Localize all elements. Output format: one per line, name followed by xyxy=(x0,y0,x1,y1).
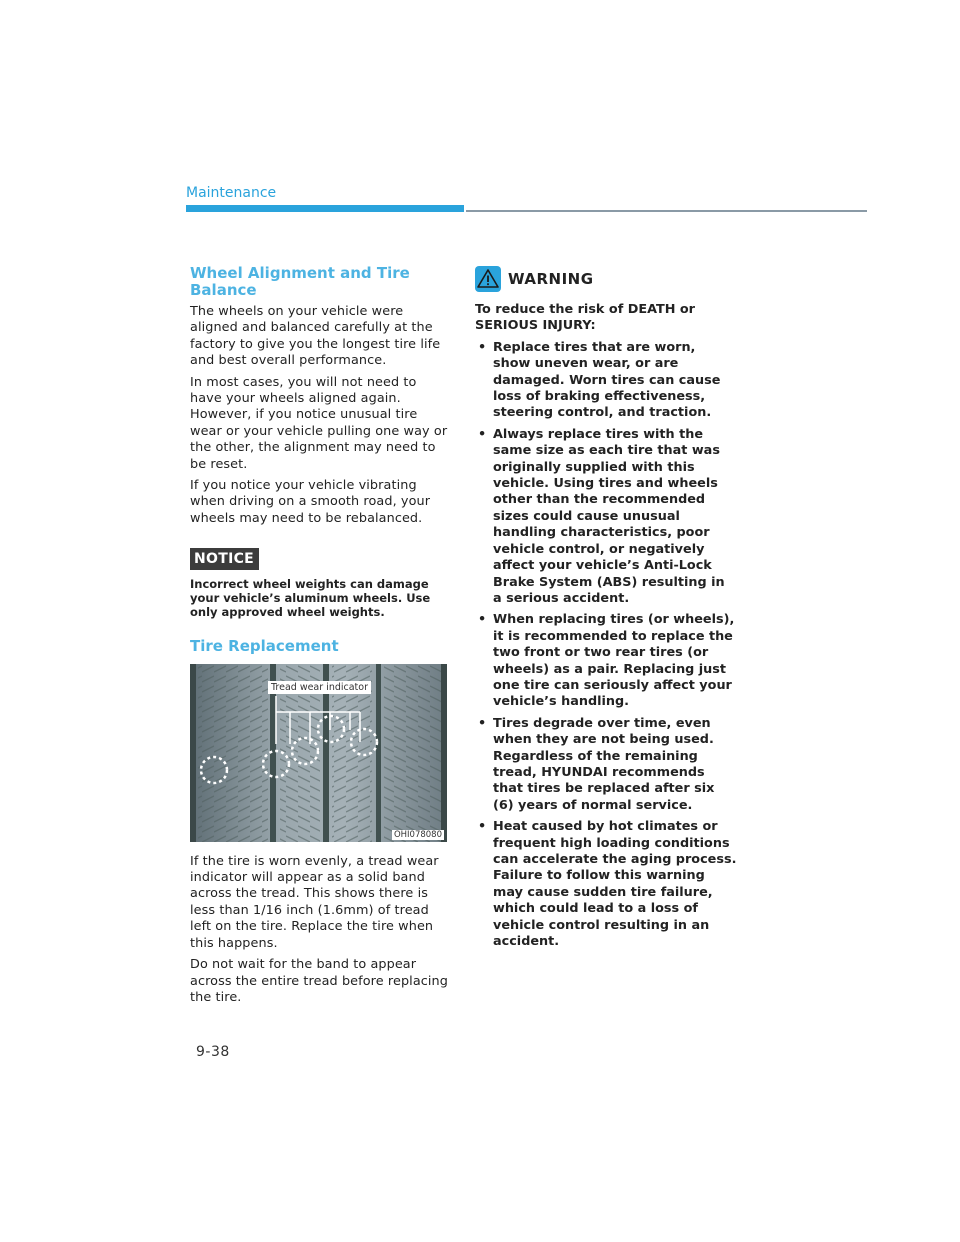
paragraph: In most cases, you will not need to have your wheels aligned again. However, if you notice unusual tire wear or your vehicle pulling one way or the other, the alignment may need to be reset. xyxy=(190,374,448,472)
figure-code: OHI078080 xyxy=(393,829,442,840)
section-title: Maintenance xyxy=(186,185,277,201)
warning-item-text: When replacing tires (or wheels), it is recommended to replace the two front or two rear tires (or wheels) as a pair. Replacing just one tire can seriously affect your vehicle’s handling. xyxy=(493,612,735,710)
warning-item-text: Always replace tires with the same size as each tire that was originally supplied with this vehicle. Using tires and wheels other than the recommended sizes could cause unusual handling characteristics, poor vehicle control, or negatively affect your vehicle’s Anti-Lock Brake System (ABS) resulting in a serious accident. xyxy=(493,426,725,606)
bullet: • xyxy=(478,715,487,731)
paragraph: The wheels on your vehicle were aligned and balanced carefully at the factory to give you the longest tire life and best overall performance. xyxy=(190,304,441,369)
header-rule-accent xyxy=(186,205,464,212)
warning-icon xyxy=(475,266,501,292)
warning-item xyxy=(475,716,737,814)
paragraph: If the tire is worn evenly, a tread wear indicator will appear as a solid band across the tread. This shows there is less than 1/16 inch (1.6mm) of tread left on the tire. Replace the tire when this happens. xyxy=(190,853,439,951)
page-number: 9-38 xyxy=(196,1044,230,1060)
warning-title: WARNING xyxy=(508,270,594,288)
paragraph: If you notice your vehicle vibrating when driving on a smooth road, your wheels may need to be rebalanced. xyxy=(190,478,431,526)
warning-list xyxy=(475,340,737,951)
header-rule xyxy=(466,210,867,212)
warning-item xyxy=(475,340,737,422)
warning-item-text: Tires degrade over time, even when they are not being used. Regardless of the remaining tread, HYUNDAI recommends that tires be replaced after six (6) years of normal service. xyxy=(493,715,715,813)
right-column xyxy=(475,266,737,955)
notice-badge: NOTICE xyxy=(190,548,259,570)
warning-item xyxy=(475,612,737,710)
warning-item-text: Replace tires that are worn, show uneven wear, or are damaged. Worn tires can cause loss of braking effectiveness, steering control, and traction. xyxy=(493,339,721,421)
tire-tread-figure xyxy=(190,664,447,842)
warning-item xyxy=(475,427,737,607)
left-column xyxy=(190,265,452,1011)
heading-tire-replacement: Tire Replacement xyxy=(190,636,339,655)
warning-item-text: Heat caused by hot climates or frequent high loading conditions can accelerate the aging process. Failure to follow this warning may cause sudden tire failure, which could lead to a loss of vehicle control resulting in an accident. xyxy=(493,819,737,950)
bullet: • xyxy=(478,426,487,442)
paragraph: Do not wait for the band to appear across the entire tread before replacing the tire. xyxy=(190,957,448,1005)
warning-intro: To reduce the risk of DEATH or SERIOUS INJURY: xyxy=(475,302,695,334)
bullet: • xyxy=(478,339,487,355)
warning-item xyxy=(475,819,737,950)
heading-wheel-alignment: Wheel Alignment and Tire Balance xyxy=(190,264,410,299)
tread-wear-indicator-label: Tread wear indicator xyxy=(268,681,371,694)
bullet: • xyxy=(478,819,487,835)
bullet: • xyxy=(478,612,487,628)
warning-header xyxy=(475,266,737,292)
notice-text: Incorrect wheel weights can damage your vehicle’s aluminum wheels. Use only approved wheel weights. xyxy=(190,577,431,619)
